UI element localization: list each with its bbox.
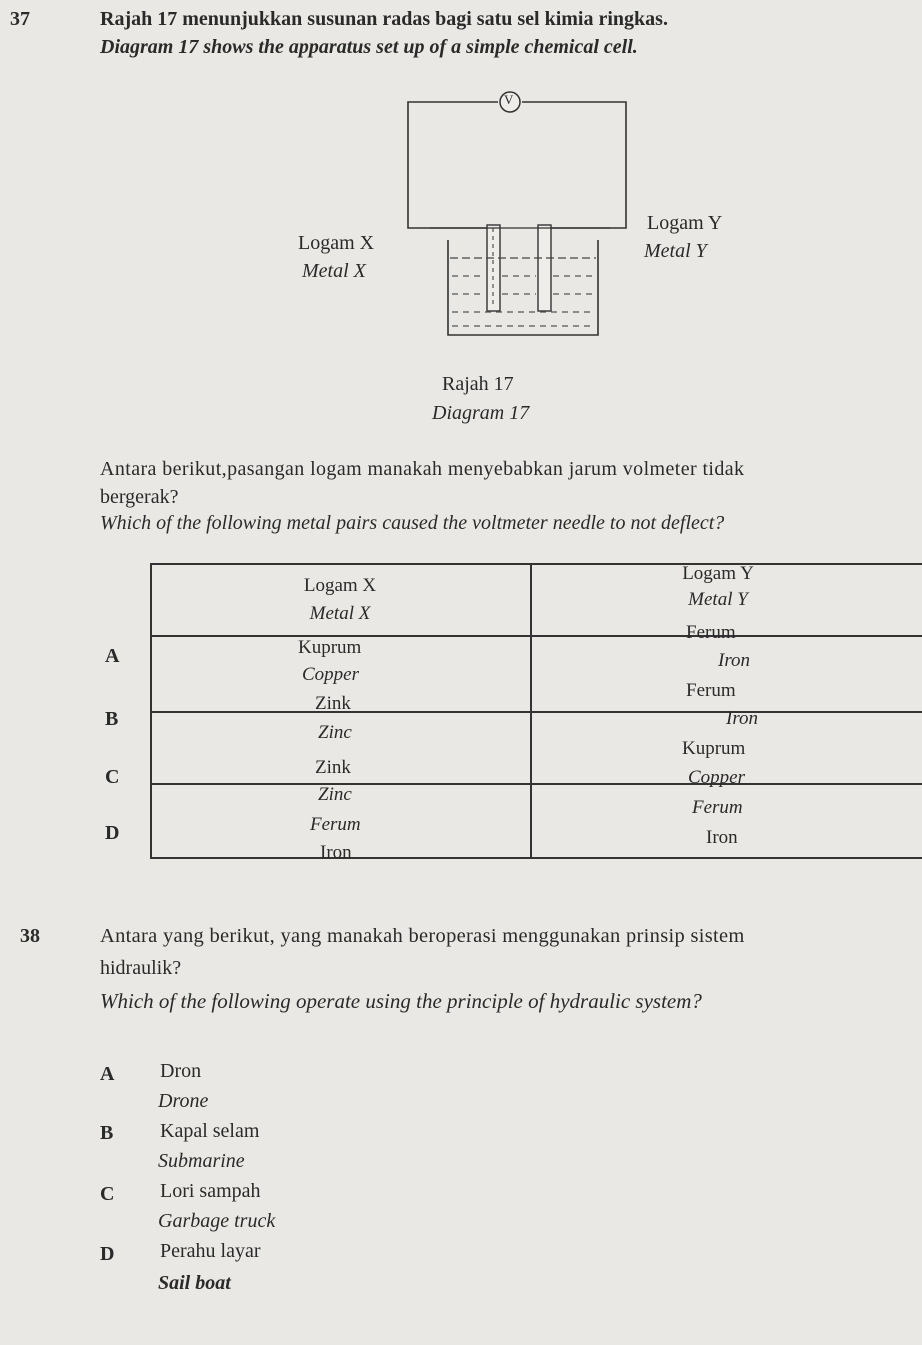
option-a-letter: A: [100, 1063, 115, 1085]
question-37-prompt-english: Which of the following metal pairs caused the voltmeter needle to not deflect?: [100, 512, 725, 534]
header-metal-y-malay: Logam Y: [682, 563, 754, 584]
option-c-letter: C: [100, 1183, 115, 1205]
option-c-malay: Lori sampah: [160, 1180, 261, 1202]
option-b-malay: Kapal selam: [160, 1120, 260, 1142]
question-37-prompt-malay-line2: bergerak?: [100, 486, 179, 508]
row-letter-d: D: [105, 822, 120, 844]
option-d-letter: D: [100, 1243, 115, 1265]
row-d-metal-x-english: Iron: [320, 842, 352, 863]
option-a-malay: Dron: [160, 1060, 202, 1082]
question-38-stem-english: Which of the following operate using the principle of hydraulic system?: [100, 989, 702, 1013]
option-b-letter: B: [100, 1122, 114, 1144]
question-37-prompt-malay-line1: Antara berikut,pasangan logam manakah menyebabkan jarum volmeter tidak: [100, 458, 745, 480]
diagram-caption-malay: Rajah 17: [442, 373, 514, 395]
question-38-stem-malay-line1: Antara yang berikut, yang manakah beroperasi menggunakan prinsip sistem: [100, 925, 745, 947]
metal-y-label-malay: Logam Y: [647, 212, 723, 234]
question-37-stem-malay: Rajah 17 menunjukkan susunan radas bagi satu sel kimia ringkas.: [100, 8, 668, 30]
row-c-metal-y-malay: Kuprum: [682, 738, 746, 759]
row-letter-c: C: [105, 766, 120, 788]
row-c-metal-x-english: Zinc: [318, 784, 352, 805]
row-d-metal-x-malay: Ferum: [310, 814, 361, 835]
row-letter-b: B: [105, 708, 119, 730]
option-a-english: Drone: [158, 1090, 209, 1112]
row-b-metal-y-english: Iron: [726, 708, 759, 729]
question-37-number: 37: [10, 8, 30, 30]
voltmeter-label: V: [504, 92, 514, 107]
row-c-metal-x-malay: Zink: [315, 757, 351, 778]
option-d-english: Sail boat: [158, 1272, 231, 1294]
question-38-number: 38: [20, 925, 40, 947]
row-b-metal-x-english: Zinc: [318, 722, 352, 743]
metal-pairs-table: [150, 563, 922, 859]
row-a-metal-y-english: Iron: [718, 650, 751, 671]
question-38-stem-malay-line2: hidraulik?: [100, 957, 182, 979]
chemical-cell-diagram: [280, 80, 780, 430]
row-b-metal-x-malay: Zink: [315, 693, 351, 714]
header-metal-x-english: Metal X: [309, 603, 371, 624]
option-c-english: Garbage truck: [158, 1210, 276, 1232]
metal-y-label-english: Metal Y: [644, 240, 707, 262]
row-a-metal-x-malay: Kuprum: [298, 637, 362, 658]
header-metal-x-malay: Logam X: [303, 575, 377, 596]
row-c-metal-y-english: Copper: [688, 767, 745, 788]
row-d-metal-y-english: Iron: [706, 827, 738, 848]
option-d-malay: Perahu layar: [160, 1240, 261, 1262]
option-b-english: Submarine: [158, 1150, 245, 1172]
metal-x-label-malay: Logam X: [298, 232, 375, 254]
diagram-caption-english: Diagram 17: [432, 402, 530, 424]
metal-x-label-english: Metal X: [302, 260, 366, 282]
row-b-metal-y-malay: Ferum: [686, 680, 736, 701]
question-37-stem-english: Diagram 17 shows the apparatus set up of a simple chemical cell.: [100, 36, 638, 58]
row-d-metal-y-malay: Ferum: [692, 797, 743, 818]
header-metal-y-english: Metal Y: [688, 589, 748, 610]
row-a-metal-x-english: Copper: [302, 664, 359, 685]
row-letter-a: A: [105, 645, 120, 667]
row-a-metal-y-malay: Ferum: [686, 622, 736, 643]
